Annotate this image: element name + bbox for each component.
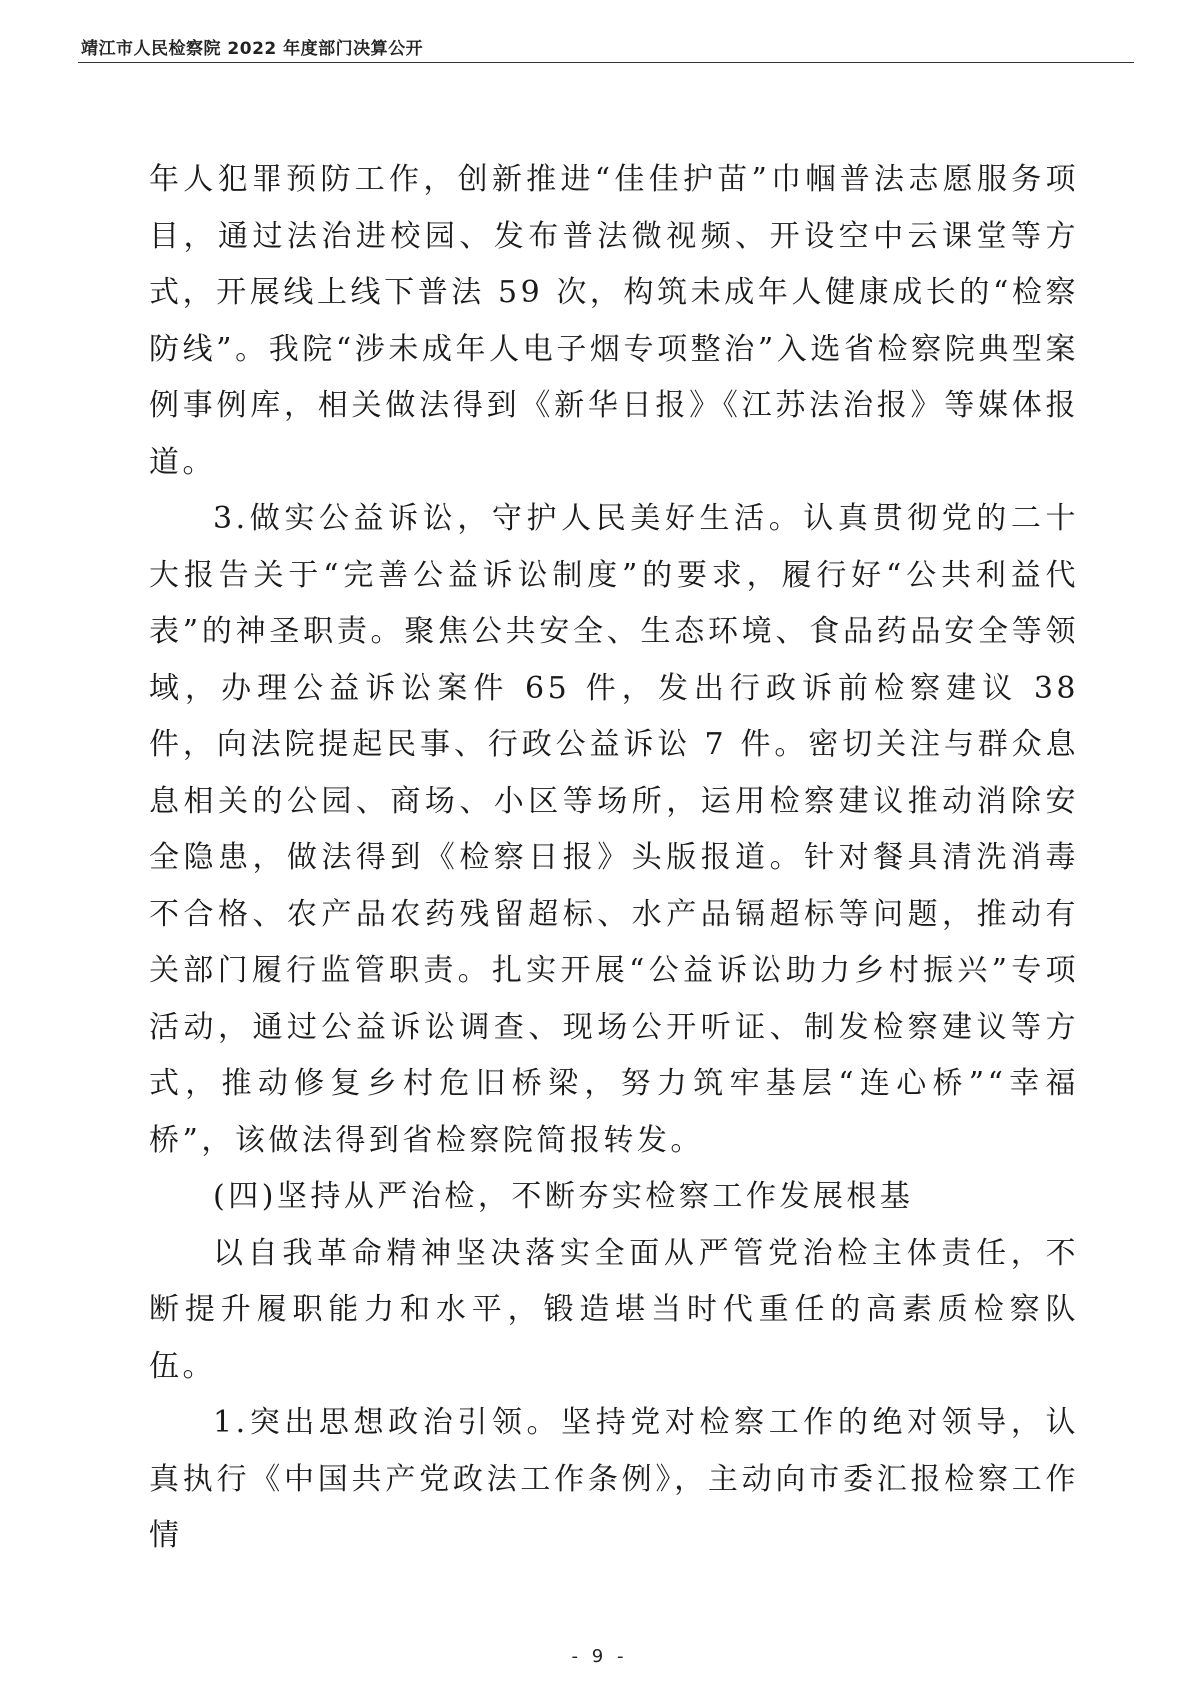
paragraph-political-guidance: 1.突出思想政治引领。坚持党对检察工作的绝对领导，认真执行《中国共产党政法工作条例》，主动向市委汇报检察工作情 xyxy=(149,1405,1079,1553)
paragraph-continuation: 年人犯罪预防工作，创新推进“佳佳护苗”巾帼普法志愿服务项目，通过法治进校园、发布普法微视频、开设空中云课堂等方式，开展线上线下普法 59 次，构筑未成年人健康成长的“检察防线”。我院“涉未成年人电子烟专项整治”入选省检察院典型案例事例库，相关做法得到《新华日报》《江苏法治报》等媒体报道。 xyxy=(149,162,1079,480)
section-heading-strict-governance: (四)坚持从严治检，不断夯实检察工作发展根基 xyxy=(213,1179,914,1214)
header-divider xyxy=(78,62,1134,63)
page-number: - 9 - xyxy=(571,1646,628,1667)
page-header-title: 靖江市人民检察院 2022 年度部门决算公开 xyxy=(81,39,424,59)
document-body xyxy=(149,152,1079,1565)
paragraph-self-revolution: 以自我革命精神坚决落实全面从严管党治检主体责任，不断提升履职能力和水平，锻造堪当时代重任的高素质检察队伍。 xyxy=(149,1235,1079,1384)
paragraph-public-interest-litigation: 3.做实公益诉讼，守护人民美好生活。认真贯彻党的二十大报告关于“完善公益诉讼制度”的要求，履行好“公共利益代表”的神圣职责。聚焦公共安全、生态环境、食品药品安全等领域，办理公益诉讼案件 65 件，发出行政诉前检察建议 38 件，向法院提起民事、行政公益诉讼 7 件。密切关注与群众息息相关的公园、商场、小区等场所，运用检察建议推动消除安全隐患，做法得到《检察日报》头版报道。针对餐具清洗消毒不合格、农产品农药残留超标、水产品镉超标等问题，推动有关部门履行监管职责。扎实开展“公益诉讼助力乡村振兴”专项活动，通过公益诉讼调查、现场公开听证、制发检察建议等方式，推动修复乡村危旧桥梁，努力筑牢基层“连心桥”“幸福桥”，该做法得到省检察院简报转发。 xyxy=(149,501,1079,1158)
